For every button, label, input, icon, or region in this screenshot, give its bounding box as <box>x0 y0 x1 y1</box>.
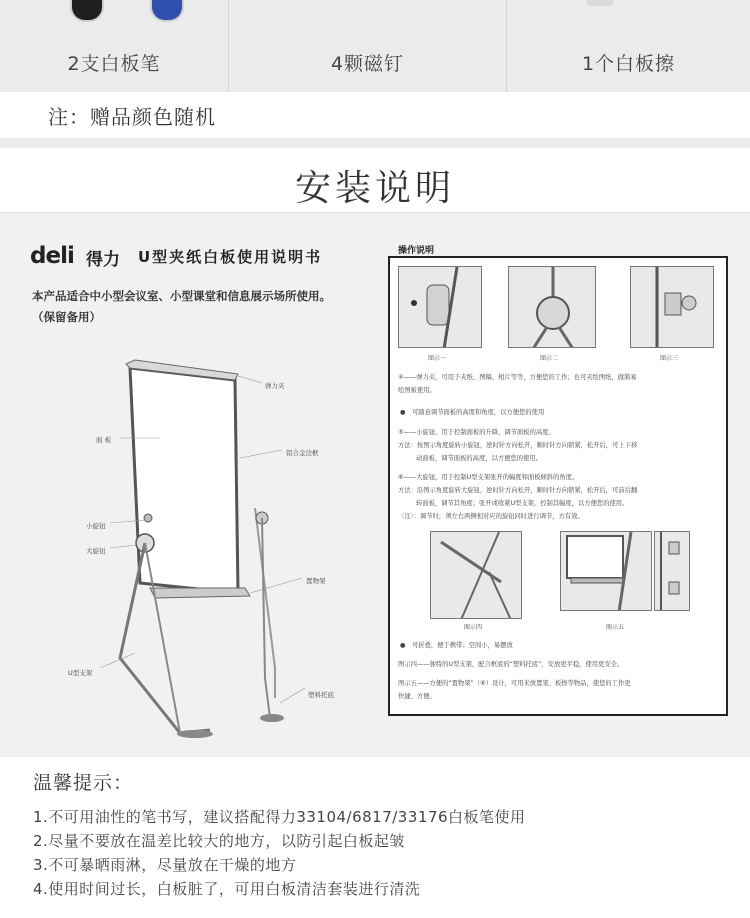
bullet-icon: ● <box>400 642 406 649</box>
clip-desc: ④——弹力夹，可用于夹纸、图稿、相片等等，方便您的工作；也可夹绘图纸，做简易 <box>398 374 637 381</box>
figure-4 <box>430 531 522 619</box>
label-feet: 塑料托底 <box>308 691 334 699</box>
tip-item: 2.尽量不要放在温差比较大的地方，以防引起白板起皱 <box>33 832 405 850</box>
label-big-knob: 大旋钮 <box>86 547 106 555</box>
shelf-illustration <box>561 532 652 611</box>
instruction-manual <box>0 212 750 757</box>
shelf-detail-illustration <box>655 532 690 611</box>
ops-panel <box>388 256 728 716</box>
big-knob-method: 方法：沿图示角度旋转大旋钮，逆时针方向松开，顺时针方向锁紧，松开后，可前后翻 <box>398 487 638 494</box>
big-knob-note: 〈注〉：调节时，须左右两侧相对应的旋钮同时进行调节，方有效。 <box>398 513 584 520</box>
folded-stand-illustration <box>431 532 522 619</box>
separator-band <box>0 138 750 148</box>
eraser-icon <box>587 0 613 6</box>
accessory-eraser <box>507 0 750 92</box>
manual-title: U型夹纸白板使用说明书 <box>138 248 323 266</box>
big-knob-method-cont: 转面板，调节其角度；张开或收紧U型支架，控制其幅度，以方便您的使用。 <box>416 500 629 507</box>
label-board: 面 板 <box>96 436 112 444</box>
label-frame: 铝合金边框 <box>286 449 319 457</box>
feature-fold: 可折叠，便于携带；空间小，易摆放 <box>412 642 513 649</box>
accessory-label: 2支白板笔 <box>67 53 161 75</box>
accessory-label: 4颗磁钉 <box>330 53 405 75</box>
label-shelf: 置物架 <box>306 577 326 585</box>
figure-5-caption: 图示五 <box>606 624 625 631</box>
section-title: 安装说明 <box>294 168 455 209</box>
small-knob-method-cont: 动面板，调节面板的高度，以方便您的使用。 <box>416 455 542 462</box>
figure-5-desc: 图示五——方便的“置物架”（⑥）设计，可用来放置笔、板擦等物品，使您的工作更 <box>398 680 631 687</box>
tips-title: 温馨提示： <box>33 772 134 794</box>
tip-item: 1.不可用油性的笔书写，建议搭配得力33104/6817/33176白板笔使用 <box>33 808 526 826</box>
accessory-label: 1个白板擦 <box>581 53 676 75</box>
label-small-knob: 小旋钮 <box>86 522 106 530</box>
figure-5b <box>654 531 690 611</box>
gift-color-note: 注：赠品颜色随机 <box>48 105 216 129</box>
figure-5a <box>560 531 652 611</box>
clip-desc-cont: 绘图板使用。 <box>398 387 436 394</box>
figure-4-desc: 图示四——独特的U型支架，配合框底的“塑料托底”，安放更平稳，使用更安全。 <box>398 661 624 668</box>
knob-illustration <box>509 267 596 348</box>
tip-item: 4.使用时间过长，白板脏了，可用白板清洁套装进行清洗 <box>33 880 421 898</box>
label-clip: 弹力夹 <box>265 382 285 390</box>
figure-2 <box>508 266 596 348</box>
figure-2-caption: 图示二 <box>540 355 559 362</box>
tip-item: 3.不可暴晒雨淋，尽量放在干燥的地方 <box>33 856 297 874</box>
side-knob-illustration <box>631 267 714 348</box>
bullet-icon: ● <box>400 409 406 416</box>
accessory-magnets <box>229 0 506 92</box>
small-knob-desc: ⑤——小旋钮，用于控制面板的升降，调节面板的高度。 <box>398 429 555 436</box>
figure-1 <box>398 266 482 348</box>
label-u-stand: U型支架 <box>68 669 93 677</box>
blue-marker-icon <box>150 0 184 22</box>
figure-3-caption: 图示三 <box>660 355 679 362</box>
accessories-strip <box>0 0 750 92</box>
accessory-markers <box>0 0 228 92</box>
small-knob-method: 方法：按图示角度旋转小旋钮，逆时针方向松开，顺时针方向锁紧，松开后，可上下移 <box>398 442 638 449</box>
manual-reserve-note: （保留备用） <box>32 310 101 324</box>
figure-5-desc-cont: 快捷、方便。 <box>398 693 436 700</box>
clip-illustration <box>399 267 482 348</box>
ops-title: 操作说明 <box>398 246 435 256</box>
big-knob-desc: ⑥——大旋钮，用于控制U型支架张开的幅度和面板倾斜的角度。 <box>398 474 579 481</box>
figure-1-caption: 图示一 <box>428 355 447 362</box>
black-marker-icon <box>70 0 104 22</box>
feature-adjust: 可随意调节面板的高度和角度，以方便您的使用 <box>412 409 545 416</box>
figure-3 <box>630 266 714 348</box>
figure-4-caption: 图示四 <box>464 624 483 631</box>
brand-logo: deli <box>30 243 74 269</box>
manual-intro: 本产品适合中小型会议室、小型课堂和信息展示场所使用。 <box>32 289 331 303</box>
brand-name: 得力 <box>86 250 120 270</box>
